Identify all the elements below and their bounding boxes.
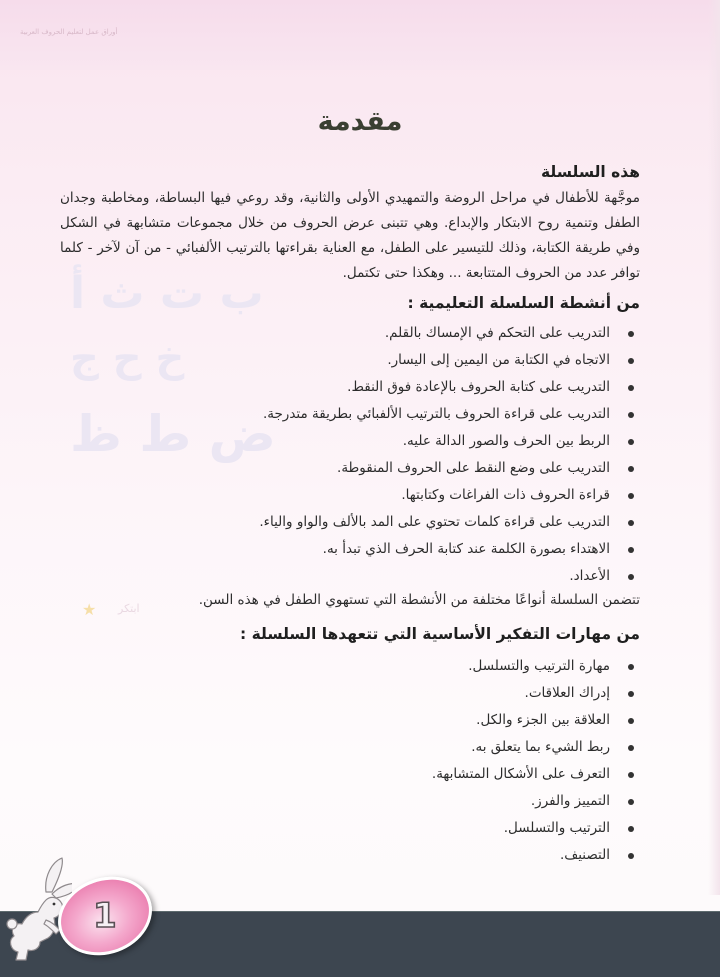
star-icon: ★ bbox=[82, 600, 97, 619]
intro-paragraph: موجَّهة للأطفال في مراحل الروضة والتمهيدي الأولى والثانية، وقد روعي فيها البساطة، ومخاطبة وجدان الطفل وتنمية روح الابتكار والإبداع. وهي تتبنى عرض الحروف من خلال مجموعات متشابهة في الشكل وفي طريقة الكتابة، وذلك للتيسير على الطفل، مع العناية بقراءتها بالترتيب الألفبائي - من آن لآخر - كلما توافر عدد من الحروف المتتابعة ... وهكذا حتى تكتمل. bbox=[60, 190, 640, 281]
list-item bbox=[432, 734, 640, 761]
watermark-letters-row1: ب ت ث أ bbox=[70, 268, 264, 319]
bullet-icon bbox=[628, 574, 634, 580]
list-item bbox=[259, 428, 640, 455]
page-number: 1 bbox=[93, 896, 117, 937]
bullet-icon bbox=[628, 547, 634, 553]
list-item bbox=[259, 509, 640, 536]
list-item-text: التعرف على الأشكال المتشابهة. bbox=[431, 766, 610, 782]
watermark-letters-row3: ض ط ظ bbox=[70, 405, 276, 463]
list-item bbox=[259, 536, 640, 563]
activities-note: تتضمن السلسلة أنواعًا مختلفة من الأنشطة التي تستهوي الطفل في هذه السن. bbox=[198, 592, 640, 608]
list-item bbox=[259, 347, 640, 374]
bullet-icon bbox=[628, 745, 634, 751]
watermark-letters-row2: خ ح ج bbox=[70, 335, 185, 381]
bullet-icon bbox=[628, 520, 634, 526]
list-item-text: التدريب على قراءة كلمات تحتوي على المد بالألف والواو والياء. bbox=[259, 514, 610, 530]
bullet-icon bbox=[628, 826, 634, 832]
running-head: أوراق عمل لتعليم الحروف العربية bbox=[20, 28, 118, 36]
list-item bbox=[432, 707, 640, 734]
list-item bbox=[259, 320, 640, 347]
list-item bbox=[432, 815, 640, 842]
list-item-text: قراءة الحروف ذات الفراغات وكتابتها. bbox=[401, 487, 610, 503]
bullet-icon bbox=[628, 385, 634, 391]
bullet-icon bbox=[628, 664, 634, 670]
list-item bbox=[259, 482, 640, 509]
bullet-icon bbox=[628, 853, 634, 859]
list-item bbox=[432, 788, 640, 815]
list-item-text: الأعداد. bbox=[569, 568, 610, 584]
list-item bbox=[259, 563, 640, 590]
list-item-text: الاهتداء بصورة الكلمة عند كتابة الحرف الذي تبدأ به. bbox=[322, 541, 610, 557]
activities-list bbox=[259, 320, 640, 590]
list-item bbox=[432, 761, 640, 788]
bullet-icon bbox=[628, 358, 634, 364]
list-item-text: التدريب على وضع النقط على الحروف المنقوطة. bbox=[337, 460, 610, 476]
bullet-icon bbox=[628, 412, 634, 418]
bullet-icon bbox=[628, 799, 634, 805]
list-item-text: الاتجاه في الكتابة من اليمين إلى اليسار. bbox=[387, 352, 610, 368]
bullet-icon bbox=[628, 691, 634, 697]
list-item-text: الربط بين الحرف والصور الدالة عليه. bbox=[402, 433, 610, 449]
page-title: مقدمة bbox=[317, 106, 403, 137]
bullet-icon bbox=[628, 466, 634, 472]
list-item-text: التصنيف. bbox=[559, 847, 610, 863]
list-item bbox=[259, 374, 640, 401]
list-item-text: إدراك العلاقات. bbox=[524, 685, 610, 701]
bullet-icon bbox=[628, 772, 634, 778]
list-item bbox=[259, 401, 640, 428]
watermark-label: ابتكر bbox=[118, 602, 140, 615]
list-item-text: التدريب على التحكم في الإمساك بالقلم. bbox=[384, 325, 610, 341]
list-item bbox=[432, 653, 640, 680]
list-item-text: التدريب على قراءة الحروف بالترتيب الألفبائي بطريقة متدرجة. bbox=[262, 406, 610, 422]
bullet-icon bbox=[628, 439, 634, 445]
activities-heading: من أنشطة السلسلة التعليمية : bbox=[407, 294, 640, 312]
list-item-text: ربط الشيء بما يتعلق به. bbox=[471, 739, 610, 755]
list-item bbox=[432, 842, 640, 869]
list-item-text: العلاقة بين الجزء والكل. bbox=[476, 712, 610, 728]
bullet-icon bbox=[628, 493, 634, 499]
list-item bbox=[259, 455, 640, 482]
list-item-text: التدريب على كتابة الحروف بالإعادة فوق النقط. bbox=[347, 379, 610, 395]
thinking-skills-list bbox=[432, 653, 640, 869]
list-item-text: الترتيب والتسلسل. bbox=[503, 820, 610, 836]
list-item-text: مهارة الترتيب والتسلسل. bbox=[468, 658, 610, 674]
bullet-icon bbox=[628, 718, 634, 724]
list-item-text: التمييز والفرز. bbox=[530, 793, 610, 809]
intro-heading: هذه السلسلة bbox=[541, 163, 640, 181]
thinking-skills-heading: من مهارات التفكير الأساسية التي تتعهدها السلسلة : bbox=[240, 625, 640, 643]
bullet-icon bbox=[628, 331, 634, 337]
list-item bbox=[432, 680, 640, 707]
